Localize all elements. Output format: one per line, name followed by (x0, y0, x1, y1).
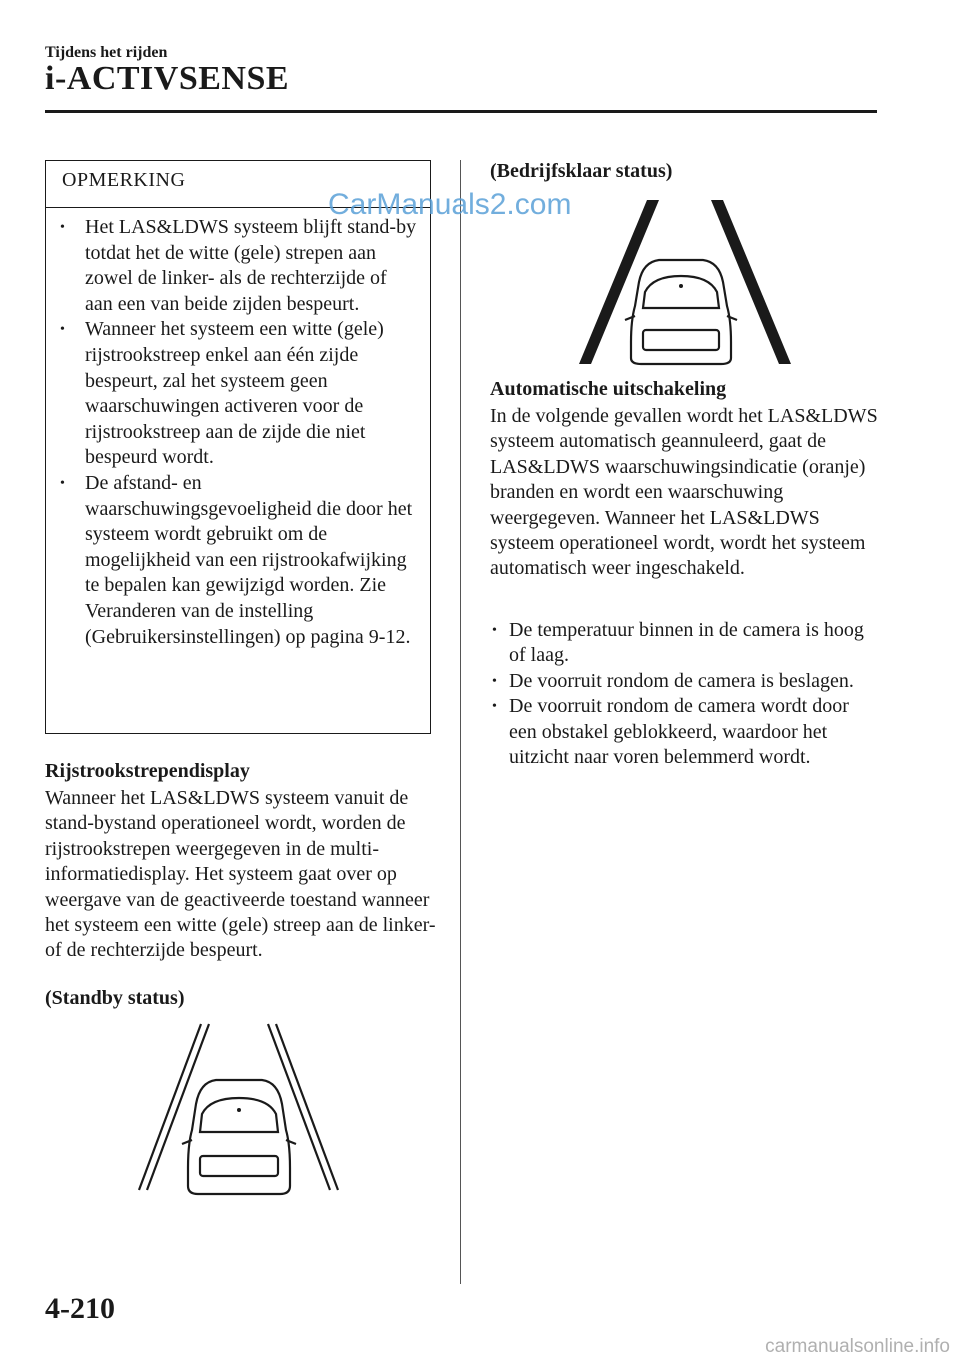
watermark-top: CarManuals2.com (328, 188, 572, 221)
note-list (58, 215, 418, 650)
list-item: • De temperatuur binnen in de camera is hoog of laag. (492, 619, 864, 667)
car-icon (182, 1080, 296, 1194)
note-item: • De afstand- en waarschuwingsgevoeligheid die door het systeem wordt gebruikt om de mogelijkheid van een rijstrookafwijking te bepalen kan gewijzigd worden. Zie Veranderen van de instelling (Gebruikersinstellingen) op pagina 9-12. (60, 471, 413, 648)
ready-label: (Bedrijfsklaar status) (490, 160, 673, 182)
note-item: • Het LAS&LDWS systeem blijft stand-by totdat het de witte (gele) strepen aan zowel de linker- als de rechterzijde of aan een van beide zijden bespeurt. (60, 216, 417, 315)
auto-off-list (490, 618, 870, 770)
auto-off-body: In de volgende gevallen wordt het LAS&LDWS systeem automatisch geannuleerd, gaat de LAS&LDWS waarschuwingsindicatie (oranje) branden en wordt een waarschuwing weergegeven. Wanneer het LAS&LDWS systeem operationeel wordt, wordt het systeem automatisch weer ingeschakeld. (490, 405, 878, 580)
list-item: • De voorruit rondom de camera wordt door een obstakel geblokkeerd, waardoor het uitzicht naar voren belemmerd wordt. (492, 695, 849, 769)
ready-status-illustration (575, 196, 795, 366)
watermark-bottom: carmanualsonline.info (765, 1336, 950, 1357)
bullet-icon: • (492, 699, 497, 715)
bullet-icon: • (492, 673, 497, 689)
page-number: 4-210 (45, 1292, 115, 1325)
section-label: Tijdens het rijden (45, 44, 168, 61)
chapter-title: i-ACTIVSENSE (45, 60, 290, 97)
note-title: OPMERKING (62, 169, 186, 191)
bullet-icon: • (60, 475, 65, 491)
lane-display-body: Wanneer het LAS&LDWS systeem vanuit de stand-bystand operationeel wordt, worden de rijstrookstrepen weergegeven in de multi-informatiedisplay. Het systeem gaat over op weergave van de geactiveerde toestand wanneer het systeem een witte (gele) streep aan de linker- of de rechterzijde bespeurt. (45, 787, 436, 962)
car-icon (625, 260, 737, 364)
bullet-icon: • (492, 623, 497, 638)
note-box (45, 160, 431, 734)
lane-display-heading: Rijstrookstrependisplay (45, 760, 250, 782)
bullet-icon: • (60, 220, 65, 235)
column-divider (460, 160, 461, 1284)
note-item: • Wanneer het systeem een witte (gele) rijstrookstreep enkel aan één zijde bespeurt, zal het systeem geen waarschuwingen activeren voor de rijstrookstreep aan de zijde die niet bespeurd wordt. (60, 318, 384, 469)
bullet-icon: • (60, 322, 65, 338)
header-rule (45, 110, 877, 113)
list-item: • De voorruit rondom de camera is beslagen. (490, 669, 870, 694)
standby-status-illustration (130, 1018, 360, 1196)
standby-label: (Standby status) (45, 987, 185, 1009)
auto-off-heading: Automatische uitschakeling (490, 378, 727, 400)
